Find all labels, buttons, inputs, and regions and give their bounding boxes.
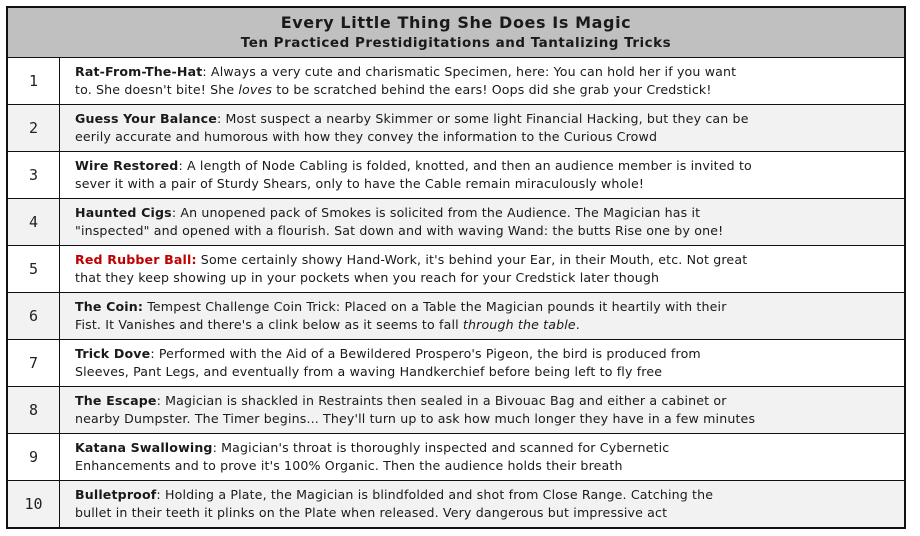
trick-name: The Coin: <box>75 299 144 314</box>
trick-text-line2: Fist. It Vanishes and there's a clink below as it seems to fall <box>75 317 463 332</box>
trick-text-line1: : Always a very cute and charismatic Specimen, here: You can hold her if you want <box>202 64 737 79</box>
trick-text-line1: Tempest Challenge Coin Trick: Placed on a Table the Magician pounds it heartily with their <box>143 299 727 314</box>
trick-text-line1: : A length of Node Cabling is folded, knotted, and then an audience member is invited to <box>178 158 752 173</box>
trick-name: Haunted Cigs <box>75 205 172 220</box>
table-header <box>8 8 904 58</box>
trick-text-line1: : An unopened pack of Smokes is solicited from the Audience. The Magician has it <box>171 205 701 220</box>
row-number: 3 <box>8 152 60 198</box>
table-title: Every Little Thing She Does Is Magic <box>280 13 632 32</box>
table-row <box>8 152 904 199</box>
row-number: 2 <box>8 105 60 151</box>
trick-text-line2: sever it with a pair of Sturdy Shears, only to have the Cable remain miraculously whole! <box>75 176 645 191</box>
row-number: 7 <box>8 340 60 386</box>
row-description <box>60 481 904 527</box>
trick-text-line1: : Magician is shackled in Restraints then sealed in a Bivouac Bag and either a cabinet or <box>156 393 727 408</box>
row-number: 10 <box>8 481 60 527</box>
trick-text-line2-end: to be scratched behind the ears! Oops did she grab your Credstick! <box>272 82 712 97</box>
row-description <box>60 387 904 433</box>
row-description <box>60 105 904 151</box>
row-number: 1 <box>8 58 60 104</box>
row-description <box>60 434 904 480</box>
trick-text-line1: : Most suspect a nearby Skimmer or some light Financial Hacking, but they can be <box>216 111 749 126</box>
trick-name: Rat-From-The-Hat <box>75 64 203 79</box>
table-row <box>8 58 904 105</box>
trick-text-line1: : Holding a Plate, the Magician is blindfolded and shot from Close Range. Catching the <box>156 487 714 502</box>
tricks-table <box>6 6 906 529</box>
trick-text-line2: to. She doesn't bite! She <box>75 82 239 97</box>
row-description <box>60 199 904 245</box>
row-description <box>60 152 904 198</box>
row-description <box>60 246 904 292</box>
trick-text-line2: "inspected" and opened with a flourish. Sat down and with waving Wand: the butts Rise one by one! <box>75 223 724 238</box>
trick-name-highlighted: Red Rubber Ball: <box>75 252 197 267</box>
trick-name: Trick Dove <box>75 346 151 361</box>
table-subtitle: Ten Practiced Prestidigitations and Tantalizing Tricks <box>240 35 672 51</box>
trick-text-line2: Sleeves, Pant Legs, and eventually from a waving Handkerchief before being left to fly free <box>75 364 663 379</box>
trick-text-line2: eerily accurate and humorous with how they convey the information to the Curious Crowd <box>75 129 658 144</box>
trick-name: The Escape <box>75 393 157 408</box>
table-row <box>8 387 904 434</box>
row-description <box>60 58 904 104</box>
trick-text-line2: nearby Dumpster. The Timer begins... They'll turn up to ask how much longer they have in a few minutes <box>75 411 756 426</box>
trick-name: Bulletproof <box>75 487 157 502</box>
trick-name: Wire Restored <box>75 158 179 173</box>
row-number: 6 <box>8 293 60 339</box>
trick-text-line2: Enhancements and to prove it's 100% Organic. Then the audience holds their breath <box>75 458 623 473</box>
trick-name: Katana Swallowing <box>75 440 213 455</box>
trick-text-line2-end: . <box>575 317 580 332</box>
table-row <box>8 481 904 527</box>
table-row <box>8 434 904 481</box>
row-description <box>60 340 904 386</box>
row-number: 9 <box>8 434 60 480</box>
table-row <box>8 340 904 387</box>
trick-text-line1: : Performed with the Aid of a Bewildered Prospero's Pigeon, the bird is produced from <box>150 346 701 361</box>
trick-text-line1: Some certainly showy Hand-Work, it's behind your Ear, in their Mouth, etc. Not great <box>196 252 748 267</box>
row-number: 5 <box>8 246 60 292</box>
trick-name: Guess Your Balance <box>75 111 217 126</box>
row-description <box>60 293 904 339</box>
trick-text-emphasis: loves <box>238 82 273 97</box>
trick-text-emphasis: through the table <box>462 317 576 332</box>
row-number: 8 <box>8 387 60 433</box>
table-row <box>8 293 904 340</box>
row-number: 4 <box>8 199 60 245</box>
table-row <box>8 105 904 152</box>
trick-text-line2: that they keep showing up in your pockets when you reach for your Credstick later though <box>75 270 660 285</box>
table-row <box>8 199 904 246</box>
trick-text-line1: : Magician's throat is thoroughly inspected and scanned for Cybernetic <box>212 440 670 455</box>
table-row <box>8 246 904 293</box>
trick-text-line2: bullet in their teeth it plinks on the Plate when released. Very dangerous but impressive act <box>75 505 668 520</box>
